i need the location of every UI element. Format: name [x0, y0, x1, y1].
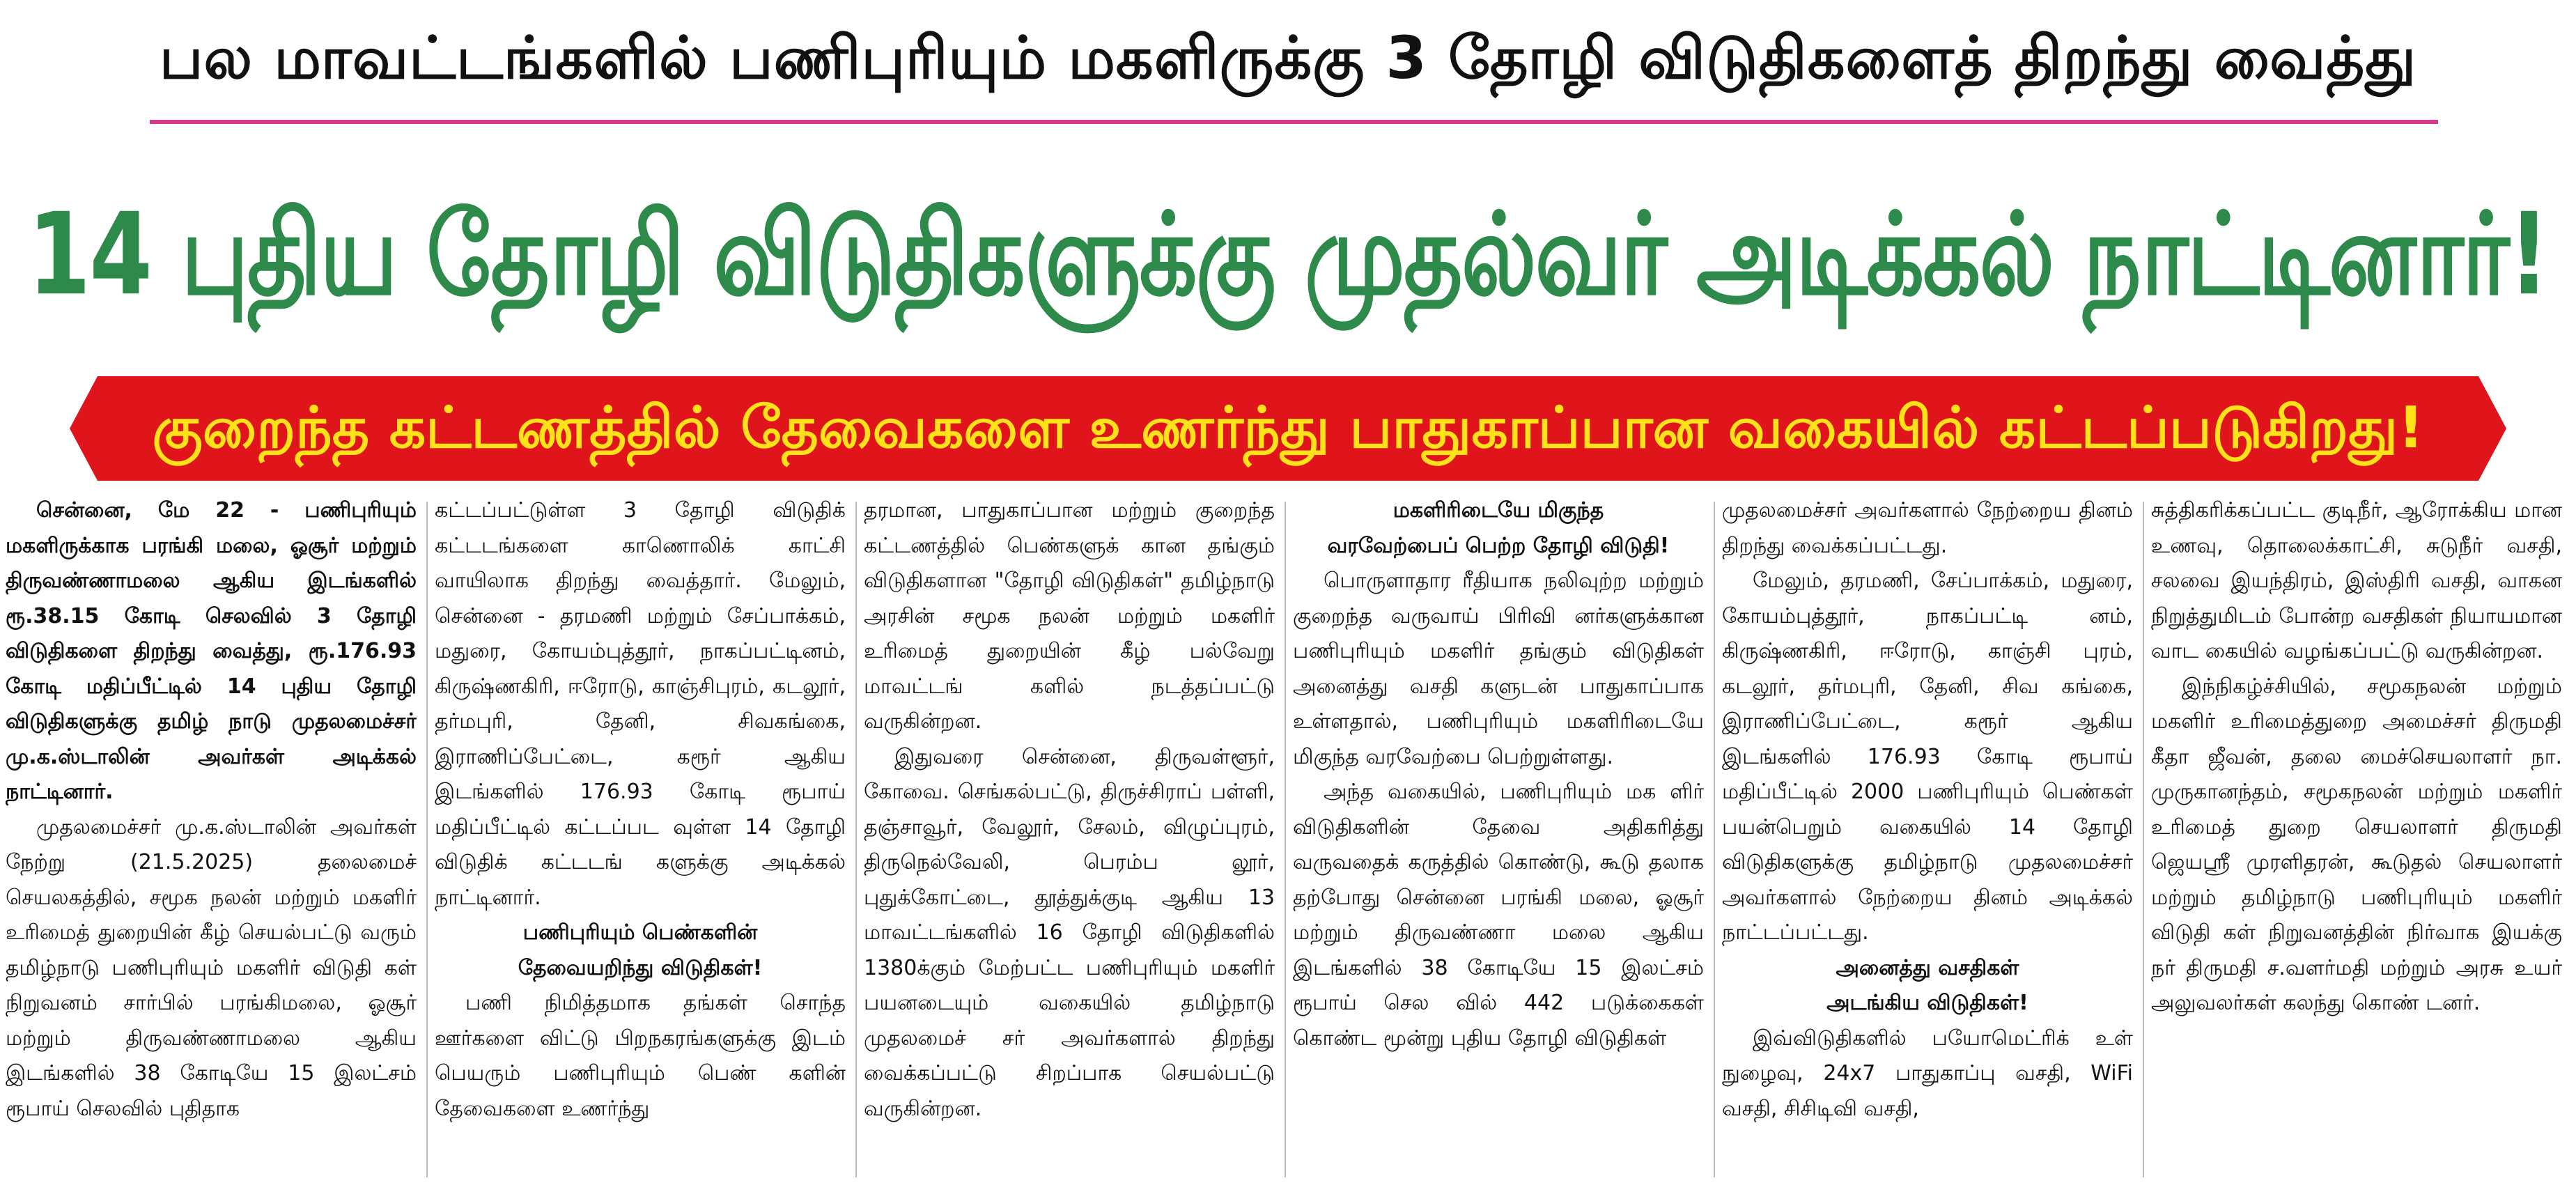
paragraph: மேலும், தரமணி, சேப்பாக்கம், மதுரை, கோயம்புத்தூர், நாகப்பட்டி னம், கிருஷ்ணகிரி, ஈரோடு, காஞ்சி புரம், கடலூர், தர்மபுரி, தேனி, சிவ கங்கை, இராணிப்பேட்டை, கரூர் ஆகிய இடங்களில் 176.93 கோடி ரூபாய் மதிப்பீட்டில் 2000 பணிபுரியும் பெண்கள் பயன்பெறும் வகையில் 14 தோழி விடுதிகளுக்கு தமிழ்நாடு முதலமைச்சர் அவர்களால் நேற்றைய தினம் அடிக்கல் நாட்டப்பட்டது. [1722, 569, 2133, 945]
article-column-3 [864, 493, 1275, 1183]
kicker-headline: பல மாவட்டங்களில் பணிபுரியும் மகளிருக்கு 3 தோழி விடுதிகளைத் திறந்து வைத்து [159, 24, 2417, 92]
paragraph: இவ்விடுதிகளில் பயோமெட்ரிக் உள் நுழைவு, 24x7 பாதுகாப்பு வசதி, WiFi வசதி, சிசிடிவி வசதி, [1722, 1026, 2133, 1121]
article-body [6, 493, 2570, 1183]
article-column-6 [2151, 493, 2562, 1183]
article-column-4 [1293, 493, 1704, 1183]
paragraph: சுத்திகரிக்கப்பட்ட குடிநீர், ஆரோக்கிய மான உணவு, தொலைக்காட்சி, சுடுநீர் வசதி, சலவை இயந்திரம், இஸ்திரி வசதி, வாகன நிறுத்துமிடம் போன்ற வசதிகள் நியாயமான வாட கையில் வழங்கப்பட்டு வருகின்றன. [2151, 498, 2562, 663]
paragraph: பணி நிமித்தமாக தங்கள் சொந்த ஊர்களை விட்டு பிறநகரங்களுக்கு இடம் பெயரும் பணிபுரியும் பெண் களின் தேவைகளை உணர்ந்து [435, 991, 846, 1121]
article-column-2 [435, 493, 846, 1183]
paragraph: இந்நிகழ்ச்சியில், சமூகநலன் மற்றும் மகளிர் உரிமைத்துறை அமைச்சர் திருமதி கீதா ஜீவன், தலை மைச்செயலாளர் நா. முருகானந்தம், சமூகநலன் மற்றும் மகளிர் உரிமைத் துறை செயலாளர் திருமதி ஜெயஸ்ரீ முரளிதரன், கூடுதல் செயலாளர் மற்றும் தமிழ்நாடு பணிபுரியும் மகளிர் விடுதி கள் நிறுவனத்தின் நிர்வாக இயக்கு நர் திருமதி ச.வளர்மதி மற்றும் அரசு உயர் அலுவலர்கள் கலந்து கொண் டனர். [2151, 674, 2562, 1015]
subheading: மகளிரிடையே மிகுந்த [1392, 498, 1604, 523]
paragraph: தரமான, பாதுகாப்பான மற்றும் குறைந்த கட்டணத்தில் பெண்களுக் கான தங்கும் விடுதிகளான "தோழி விடுதிகள்" தமிழ்நாடு அரசின் சமூக நலன் மற்றும் மகளிர் உரிமைத் துறையின் கீழ் பல்வேறு மாவட்டங் களில் நடத்தப்பட்டு வருகின்றன. [864, 498, 1275, 734]
pink-divider [150, 120, 2438, 124]
subheading: தேவையறிந்து விடுதிகள்! [518, 955, 763, 980]
main-headline: 14 புதிய தோழி விடுதிகளுக்கு முதல்வர் அடிக்கல் நாட்டினார்! [27, 188, 2549, 320]
red-banner [98, 376, 2478, 481]
paragraph: இதுவரை சென்னை, திருவள்ளூர், கோவை. செங்கல்பட்டு, திருச்சிராப் பள்ளி, தஞ்சாவூர், வேலூர், சேலம், விழுப்புரம், திருநெல்வேலி, பெரம்ப லூர், புதுக்கோட்டை, தூத்துக்குடி ஆகிய 13 மாவட்டங்களில் 16 தோழி விடுதிகளில் 1380க்கும் மேற்பட்ட பணிபுரியும் மகளிர் பயனடையும் வகையில் தமிழ்நாடு முதலமைச் சர் அவர்களால் திறந்து வைக்கப்பட்டு சிறப்பாக செயல்பட்டு வருகின்றன. [864, 744, 1275, 1121]
subheading: பணிபுரியும் பெண்களின் [522, 920, 758, 945]
article-column-1 [6, 493, 417, 1183]
subheading: வரவேற்பைப் பெற்ற தோழி விடுதி! [1327, 533, 1670, 558]
paragraph: கட்டப்பட்டுள்ள 3 தோழி விடுதிக் கட்டடங்களை காணொலிக் காட்சி வாயிலாக திறந்து வைத்தார். மேலும், சென்னை - தரமணி மற்றும் சேப்பாக்கம், மதுரை, கோயம்புத்தூர், நாகப்பட்டினம், கிருஷ்ணகிரி, ஈரோடு, காஞ்சிபுரம், கடலூர், தர்மபுரி, தேனி, சிவகங்கை, இராணிப்பேட்டை, கரூர் ஆகிய இடங்களில் 176.93 கோடி ரூபாய் மதிப்பீட்டில் கட்டப்பட வுள்ள 14 தோழி விடுதிக் கட்டடங் களுக்கு அடிக்கல் நாட்டினார். [435, 498, 846, 910]
paragraph: அந்த வகையில், பணிபுரியும் மக ளிர் விடுதிகளின் தேவை அதிகரித்து வருவதைக் கருத்தில் கொண்டு, கூடு தலாக தற்போது சென்னை பரங்கி மலை, ஓசூர் மற்றும் திருவண்ணா மலை ஆகிய இடங்களில் 38 கோடியே 15 இலட்சம் ரூபாய் செல வில் 442 படுக்கைகள் கொண்ட மூன்று புதிய தோழி விடுதிகள் [1293, 780, 1704, 1051]
paragraph: முதலமைச்சர் மு.க.ஸ்டாலின் அவர்கள் நேற்று (21.5.2025) தலைமைச் செயலகத்தில், சமூக நலன் மற்றும் மகளிர் உரிமைத் துறையின் கீழ் செயல்பட்டு வரும் தமிழ்நாடு பணிபுரியும் மகளிர் விடுதி கள் நிறுவனம் சார்பில் பரங்கிமலை, ஓசூர் மற்றும் திருவண்ணாமலை ஆகிய இடங்களில் 38 கோடியே 15 இலட்சம் ரூபாய் செலவில் புதிதாக [6, 814, 417, 1121]
paragraph: முதலமைச்சர் அவர்களால் நேற்றைய தினம் திறந்து வைக்கப்பட்டது. [1722, 498, 2133, 558]
article-lead: சென்னை, மே 22 - பணிபுரியும் மகளிருக்காக பரங்கி மலை, ஓசூர் மற்றும் திருவண்ணாமலை ஆகிய இடங்களில் ரூ.38.15 கோடி செலவில் 3 தோழி விடுதிகளை திறந்து வைத்து, ரூ.176.93 கோடி மதிப்பீட்டில் 14 புதிய தோழி விடுதிகளுக்கு தமிழ் நாடு முதலமைச்சர் மு.க.ஸ்டாலின் அவர்கள் அடிக்கல் நாட்டினார். [6, 498, 417, 804]
article-column-5 [1722, 493, 2133, 1183]
paragraph: பொருளாதார ரீதியாக நலிவுற்ற மற்றும் குறைந்த வருவாய் பிரிவி னர்களுக்கான பணிபுரியும் மகளிர் தங்கும் விடுதிகள் அனைத்து வசதி களுடன் பாதுகாப்பாக உள்ளதால், பணிபுரியும் மகளிரிடையே மிகுந்த வரவேற்பை பெற்றுள்ளது. [1293, 569, 1704, 769]
subheading: அனைத்து வசதிகள் [1836, 955, 2019, 980]
subheading: அடங்கிய விடுதிகள்! [1826, 991, 2028, 1015]
banner-subheadline: குறைந்த கட்டணத்தில் தேவைகளை உணர்ந்து பாதுகாப்பான வகையில் கட்டப்படுகிறது! [152, 395, 2424, 461]
